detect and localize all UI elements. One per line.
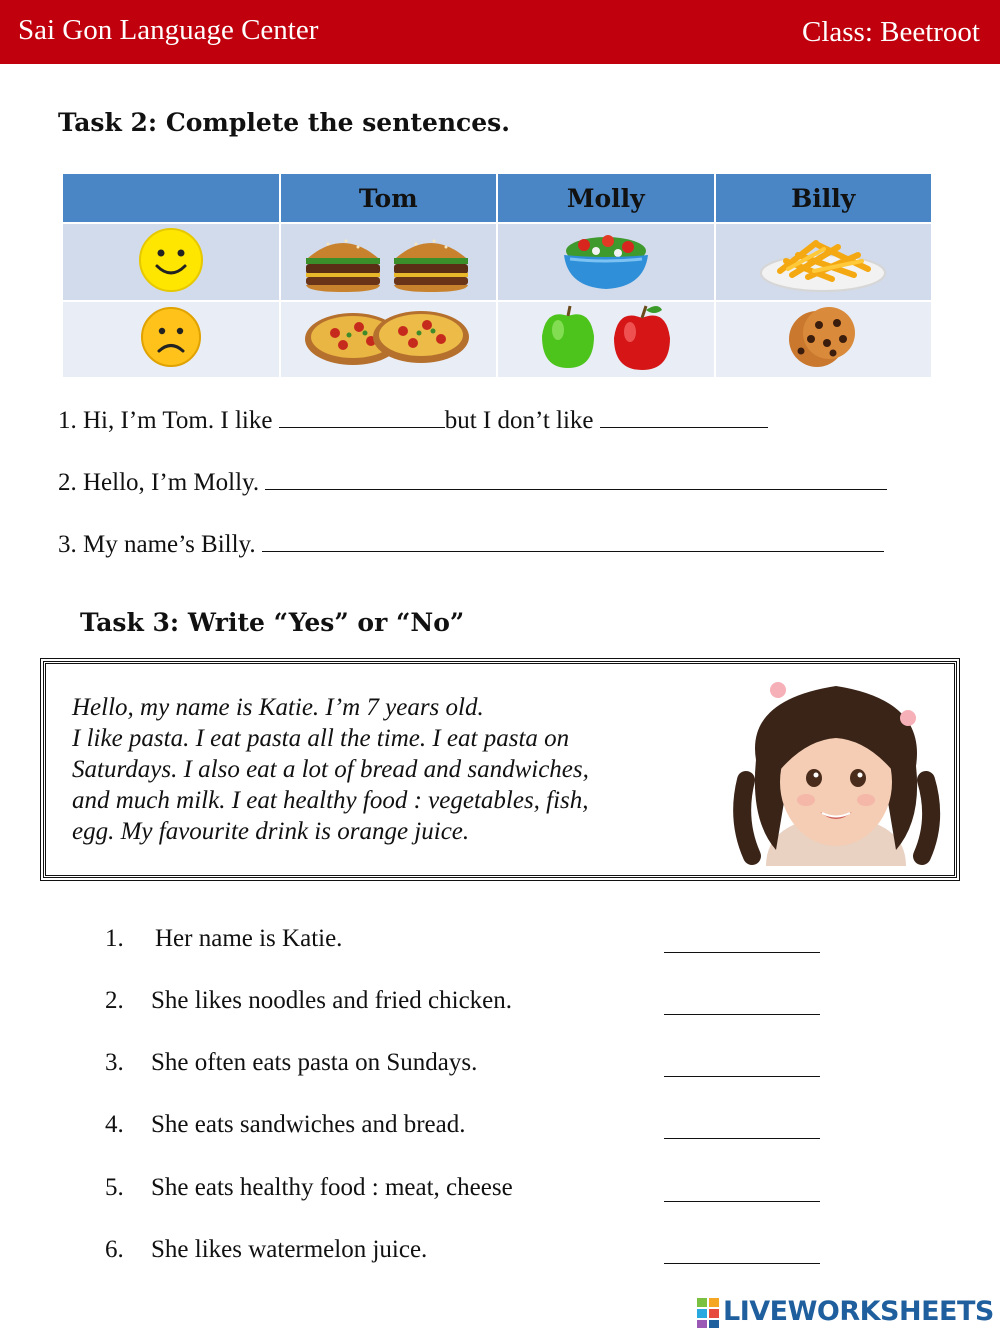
question-4: 4. She eats sandwiches and bread. xyxy=(105,1111,466,1138)
question-2: 2. She likes noodles and fried chicken. xyxy=(105,987,513,1014)
sentence-1: 1. Hi, I’m Tom. I like but I don’t like xyxy=(58,405,768,435)
answer-blank-3[interactable] xyxy=(664,1056,820,1077)
answer-blank-5[interactable] xyxy=(664,1181,820,1202)
sentence-3-blank[interactable] xyxy=(262,529,884,552)
table-header-empty xyxy=(62,173,280,223)
header-bar xyxy=(0,0,1000,64)
table-row-like xyxy=(62,223,932,301)
center-name: Sai Gon Language Center xyxy=(18,14,319,46)
class-name: Class: Beetroot xyxy=(801,16,980,48)
sentence-3: 3. My name’s Billy. xyxy=(58,529,884,559)
table-header-tom: Tom xyxy=(280,173,498,223)
pizzas-icon xyxy=(280,301,498,378)
question-3: 3. She often eats pasta on Sundays. xyxy=(105,1049,478,1076)
story-line: I like pasta. I eat pasta all the time. I eat pasta on xyxy=(72,725,570,752)
story-line: Hello, my name is Katie. I’m 7 years old. xyxy=(72,694,484,721)
smiley-face-icon xyxy=(62,223,280,301)
answer-blank-4[interactable] xyxy=(664,1118,820,1139)
question-5: 5. She eats healthy food : meat, cheese xyxy=(105,1174,513,1201)
food-table xyxy=(61,172,933,379)
table-header-molly: Molly xyxy=(497,173,715,223)
sentence-2: 2. Hello, I’m Molly. xyxy=(58,467,887,497)
girl-photo xyxy=(726,670,946,866)
apples-icon xyxy=(497,301,715,378)
story-line: and much milk. I eat healthy food : vegetables, fish, xyxy=(72,787,589,814)
table-header-billy: Billy xyxy=(715,173,933,223)
question-6: 6. She likes watermelon juice. xyxy=(105,1236,428,1263)
answer-blank-2[interactable] xyxy=(664,994,820,1015)
liveworksheets-logo-icon xyxy=(697,1298,721,1328)
story-line: Saturdays. I also eat a lot of bread and sandwiches, xyxy=(72,756,589,783)
sentence-2-blank[interactable] xyxy=(265,467,887,490)
french-fries-icon xyxy=(715,223,933,301)
liveworksheets-logo-text: LIVEWORKSHEETS xyxy=(723,1296,994,1327)
answer-blank-1[interactable] xyxy=(664,932,820,953)
task2-title: Task 2: Complete the sentences. xyxy=(58,108,510,137)
story-line: egg. My favourite drink is orange juice. xyxy=(72,818,470,845)
cookies-icon xyxy=(715,301,933,378)
question-1: 1. Her name is Katie. xyxy=(105,925,343,952)
sentence-1-blank-1[interactable] xyxy=(279,405,445,428)
task3-title: Task 3: Write “Yes” or “No” xyxy=(80,608,465,637)
table-row-dislike xyxy=(62,301,932,378)
story-text xyxy=(72,692,752,847)
answer-blank-6[interactable] xyxy=(664,1243,820,1264)
burgers-icon xyxy=(280,223,498,301)
sad-face-icon xyxy=(62,301,280,378)
story-box xyxy=(43,661,957,878)
salad-icon xyxy=(497,223,715,301)
liveworksheets-logo[interactable] xyxy=(697,1296,997,1328)
sentence-1-blank-2[interactable] xyxy=(600,405,768,428)
